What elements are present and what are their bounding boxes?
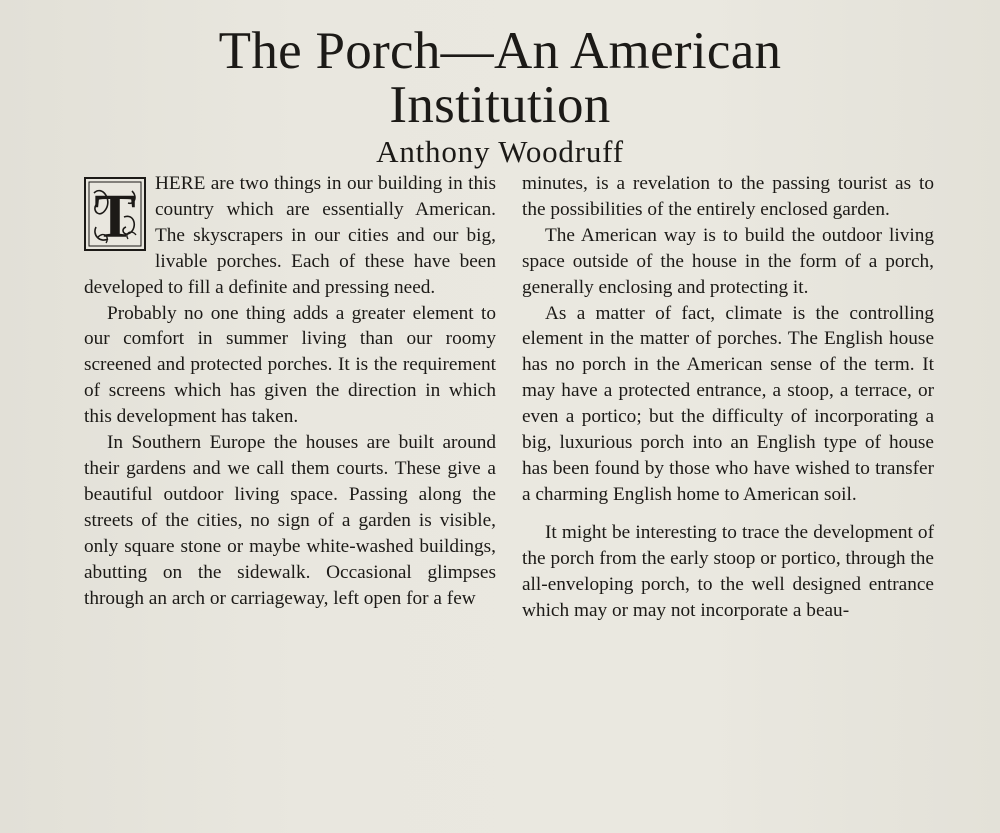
paragraph-1 xyxy=(84,171,496,301)
article-title xyxy=(0,24,1000,132)
title-line-1: The Porch—An American xyxy=(218,22,782,80)
ornamental-initial-t-icon xyxy=(84,177,146,251)
article-author: Anthony Woodruff xyxy=(376,134,624,169)
paragraph-5: As a matter of fact, climate is the controlling element in the matter of porches. The English house has no porch in the American sense of the term. It may have a protected entrance, a stoop, a terrace, or even a portico; but the difficulty of incorporating a big, luxurious porch into an English type of house has been found by those who have wished to transfer a charming English home to American soil. xyxy=(522,302,934,505)
paragraph-2: Probably no one thing adds a greater element to our comfort in summer living than our roomy screened and protected porches. It is the requirement of screens which has given the direction in which this development has taken. xyxy=(84,302,496,428)
paragraph-3-continued: minutes, is a revelation to the passing tourist as to the possibilities of the entirely enclosed garden. xyxy=(522,173,934,220)
paragraph-3: In Southern Europe the houses are built around their gardens and we call them courts. These give a beautiful outdoor living space. Passing along the streets of the cities, no sign of a garden is visible, only square stone or maybe white-washed buildings, abutting on the sidewalk. Occasional glimpses through an arch or carriageway, left open for a few xyxy=(84,432,496,609)
paragraph-6: It might be interesting to trace the development of the porch from the early stoop or portico, through the all-enveloping porch, to the well designed entrance which may or may not incorporate a beau- xyxy=(522,521,934,621)
title-line-2: Institution xyxy=(389,76,611,134)
paragraph-4: The American way is to build the outdoor living space outside of the house in the form of a porch, generally enclosing and protecting it. xyxy=(522,224,934,298)
right-column xyxy=(522,171,934,623)
left-column xyxy=(84,171,496,611)
paragraph-1-text: HERE are two things in our building in this country which are essentially American. The skyscrapers in our cities and our big, livable porches. Each of these have been developed to fill a definite and pressing need. xyxy=(84,173,496,298)
dropcap-letter: T xyxy=(94,183,136,251)
